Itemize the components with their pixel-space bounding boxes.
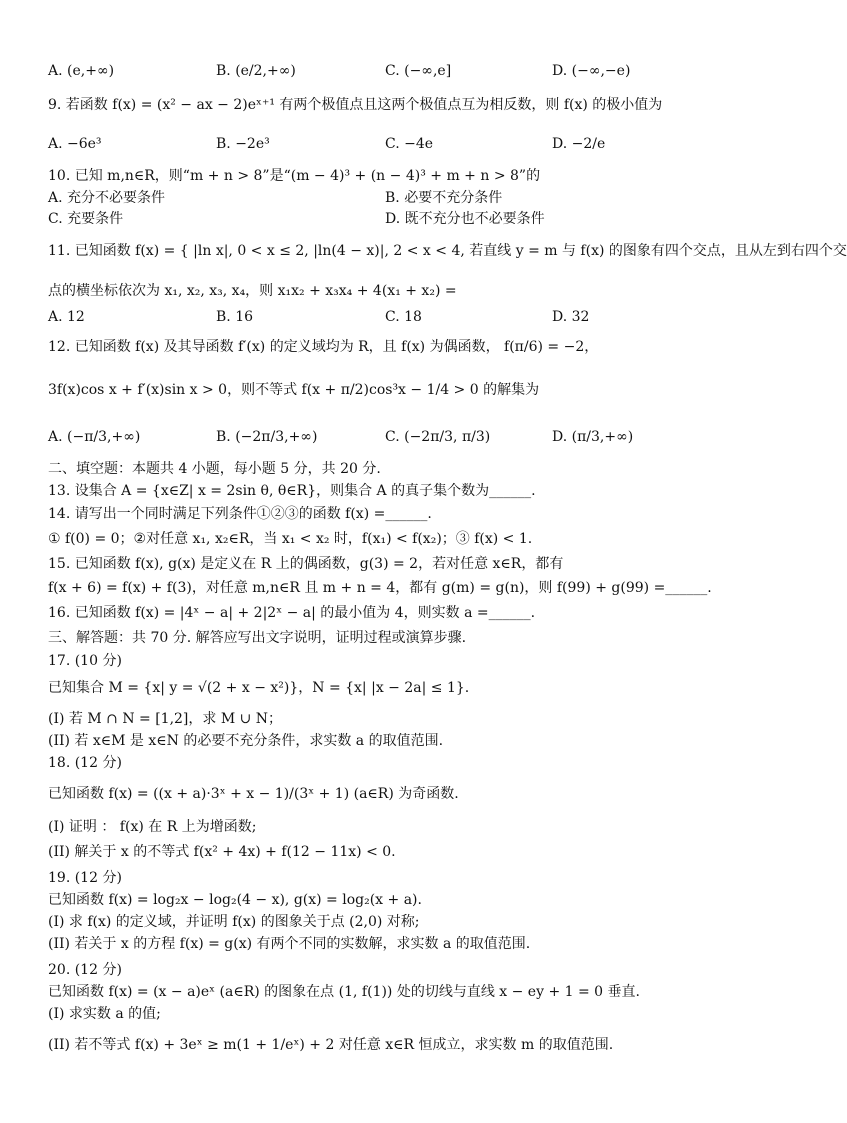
q10-stem: 10. 已知 m,n∈R，则“m + n > 8”是“(m − 4)³ + (n − 4)³ + m + n > 8”的 — [48, 168, 541, 184]
q17-part2: (II) 若 x∈M 是 x∈N 的必要不充分条件，求实数 a 的取值范围. — [48, 733, 444, 749]
q16-stem: 16. 已知函数 f(x) = |4ˣ − a| + 2|2ˣ − a| 的最小值为 4，则实数 a =______. — [48, 605, 536, 621]
q12-option-a: A. (−π/3,+∞) — [48, 429, 141, 445]
q13-stem: 13. 设集合 A = {x∈Z| x = 2sin θ, θ∈R}，则集合 A 的真子集个数为______. — [48, 483, 536, 499]
q19-heading: 19. (12 分) — [48, 870, 122, 886]
q20-part2: (II) 若不等式 f(x) + 3eˣ ≥ m(1 + 1/eˣ) + 2 对任意 x∈R 恒成立，求实数 m 的取值范围. — [48, 1037, 614, 1053]
q10-option-d: D. 既不充分也不必要条件 — [385, 211, 545, 227]
q17-heading: 17. (10 分) — [48, 653, 122, 669]
q20-part1: (I) 求实数 a 的值; — [48, 1006, 161, 1022]
q19-part2: (II) 若关于 x 的方程 f(x) = g(x) 有两个不同的实数解，求实数 a 的取值范围. — [48, 936, 531, 952]
q12-option-c: C. (−2π/3, π/3) — [385, 429, 491, 445]
q11-stem: 11. 已知函数 f(x) = { |ln x|, 0 < x ≤ 2, |ln(4 − x)|, 2 < x < 4, 若直线 y = m 与 f(x) 的图象有四个交点，且从左到右四个交 — [48, 243, 847, 259]
q8-option-c: C. (−∞,e] — [385, 63, 452, 79]
q8-option-d: D. (−∞,−e) — [552, 63, 631, 79]
q15-stem-line2: f(x + 6) = f(x) + f(3)，对任意 m,n∈R 且 m + n = 4，都有 g(m) = g(n)，则 f(99) + g(99) =______. — [48, 580, 712, 596]
q12-option-d: D. (π/3,+∞) — [552, 429, 634, 445]
q18-stem: 已知函数 f(x) = ((x + a)·3ˣ + x − 1)/(3ˣ + 1) (a∈R) 为奇函数. — [48, 786, 459, 802]
q8-option-b: B. (e/2,+∞) — [216, 63, 296, 79]
q12-stem: 12. 已知函数 f(x) 及其导函数 f′(x) 的定义域均为 R，且 f(x) 为偶函数， f(π/6) = −2， — [48, 339, 599, 355]
q15-stem: 15. 已知函数 f(x), g(x) 是定义在 R 上的偶函数，g(3) = 2，若对任意 x∈R，都有 — [48, 556, 564, 572]
q9-option-b: B. −2e³ — [216, 136, 270, 152]
q20-heading: 20. (12 分) — [48, 962, 122, 978]
q10-option-a: A. 充分不必要条件 — [48, 190, 166, 206]
q11-stem-line2: 点的横坐标依次为 x₁, x₂, x₃, x₄，则 x₁x₂ + x₃x₄ + 4(x₁ + x₂) = — [48, 283, 457, 299]
section-fill-in-heading: 二、填空题：本题共 4 小题，每小题 5 分，共 20 分. — [48, 461, 381, 477]
q11-option-c: C. 18 — [385, 309, 422, 325]
q10-option-b: B. 必要不充分条件 — [385, 190, 503, 206]
q14-stem: 14. 请写出一个同时满足下列条件①②③的函数 f(x) =______. — [48, 506, 432, 522]
q9-stem: 9. 若函数 f(x) = (x² − ax − 2)eˣ⁺¹ 有两个极值点且这两个极值点互为相反数，则 f(x) 的极小值为 — [48, 97, 663, 113]
q8-option-a: A. (e,+∞) — [48, 63, 115, 79]
q11-option-a: A. 12 — [48, 309, 85, 325]
q17-part1: (I) 若 M ∩ N = [1,2]，求 M ∪ N； — [48, 711, 283, 727]
q10-option-c: C. 充要条件 — [48, 211, 124, 227]
q9-option-d: D. −2/e — [552, 136, 606, 152]
q19-part1: (I) 求 f(x) 的定义域，并证明 f(x) 的图象关于点 (2,0) 对称; — [48, 914, 420, 930]
q11-option-d: D. 32 — [552, 309, 590, 325]
q20-stem: 已知函数 f(x) = (x − a)eˣ (a∈R) 的图象在点 (1, f(1)) 处的切线与直线 x − ey + 1 = 0 垂直. — [48, 984, 640, 1000]
q19-stem: 已知函数 f(x) = log₂x − log₂(4 − x), g(x) = log₂(x + a). — [48, 892, 422, 908]
q12-stem-line2: 3f(x)cos x + f′(x)sin x > 0，则不等式 f(x + π/2)cos³x − 1/4 > 0 的解集为 — [48, 382, 540, 398]
q12-option-b: B. (−2π/3,+∞) — [216, 429, 318, 445]
q18-heading: 18. (12 分) — [48, 755, 122, 771]
section-solution-heading: 三、解答题：共 70 分. 解答应写出文字说明，证明过程或演算步骤. — [48, 630, 467, 646]
q14-conditions: ① f(0) = 0；②对任意 x₁, x₂∈R，当 x₁ < x₂ 时，f(x₁) < f(x₂)；③ f(x) < 1. — [48, 531, 533, 547]
q11-option-b: B. 16 — [216, 309, 254, 325]
q9-option-c: C. −4e — [385, 136, 434, 152]
q18-part1: (I) 证明 ： f(x) 在 R 上为增函数; — [48, 819, 257, 835]
q18-part2: (II) 解关于 x 的不等式 f(x² + 4x) + f(12 − 11x) < 0. — [48, 844, 396, 860]
q17-stem: 已知集合 M = {x| y = √(2 + x − x²)}，N = {x| |x − 2a| ≤ 1}. — [48, 680, 470, 696]
q9-option-a: A. −6e³ — [48, 136, 102, 152]
